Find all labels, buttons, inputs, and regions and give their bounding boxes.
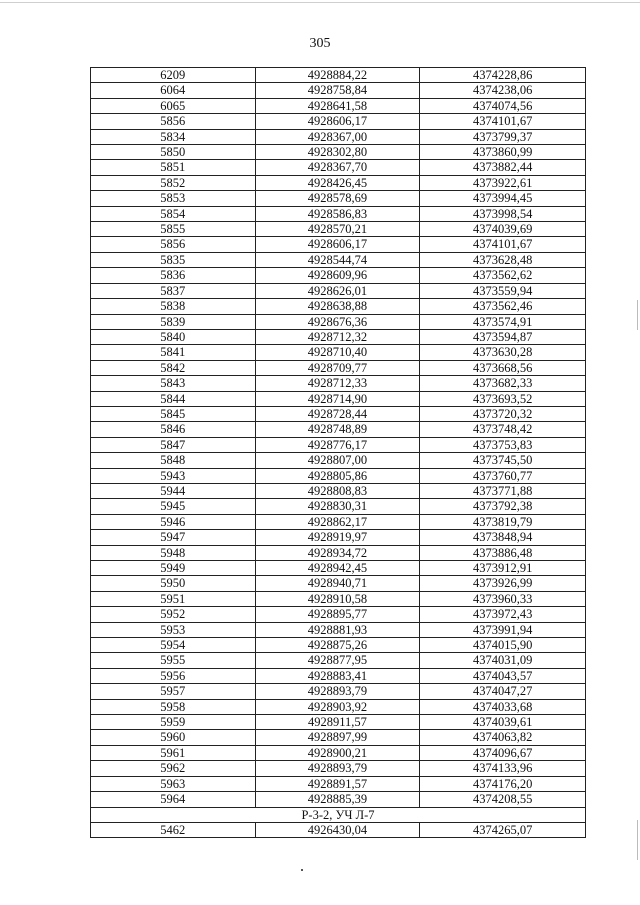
table-row [91,299,586,314]
scan-edge-mark [637,300,638,330]
y-coordinate-cell: 4373748,42 [420,422,586,437]
table-row [91,83,586,98]
x-coordinate-cell: 4928900,21 [255,745,420,760]
point-number-cell: 5842 [91,360,256,375]
point-number-cell: 5838 [91,299,256,314]
table-row [91,268,586,283]
section-heading: Р-3-2, УЧ Л-7 [91,807,586,822]
x-coordinate-cell: 4928426,45 [255,175,420,190]
x-coordinate-cell: 4928895,77 [255,607,420,622]
point-number-cell: 5960 [91,730,256,745]
table-row [91,745,586,760]
x-coordinate-cell: 4928897,99 [255,730,420,745]
x-coordinate-cell: 4928893,79 [255,684,420,699]
x-coordinate-cell: 4928709,77 [255,360,420,375]
y-coordinate-cell: 4374208,55 [420,792,586,807]
y-coordinate-cell: 4374133,96 [420,761,586,776]
point-number-cell: 5853 [91,191,256,206]
x-coordinate-cell: 4928712,33 [255,376,420,391]
y-coordinate-cell: 4373799,37 [420,129,586,144]
y-coordinate-cell: 4374047,27 [420,684,586,699]
x-coordinate-cell: 4928728,44 [255,406,420,421]
point-number-cell: 5847 [91,437,256,452]
point-number-cell: 5855 [91,222,256,237]
x-coordinate-cell: 4928830,31 [255,499,420,514]
point-number-cell: 5856 [91,114,256,129]
table-row [91,237,586,252]
x-coordinate-cell: 4928805,86 [255,468,420,483]
y-coordinate-cell: 4374074,56 [420,98,586,113]
x-coordinate-cell: 4928544,74 [255,252,420,267]
y-coordinate-cell: 4373860,99 [420,145,586,160]
y-coordinate-cell: 4374063,82 [420,730,586,745]
y-coordinate-cell: 4373960,33 [420,591,586,606]
y-coordinate-cell: 4374039,69 [420,222,586,237]
y-coordinate-cell: 4373771,88 [420,483,586,498]
table-row [91,114,586,129]
x-coordinate-cell: 4928609,96 [255,268,420,283]
x-coordinate-cell: 4928934,72 [255,545,420,560]
point-number-cell: 5953 [91,622,256,637]
point-number-cell: 5846 [91,422,256,437]
table-row [91,160,586,175]
x-coordinate-cell: 4928942,45 [255,561,420,576]
y-coordinate-cell: 4373792,38 [420,499,586,514]
x-coordinate-cell: 4928893,79 [255,761,420,776]
x-coordinate-cell: 4928891,57 [255,776,420,791]
point-number-cell: 5843 [91,376,256,391]
y-coordinate-cell: 4373594,87 [420,329,586,344]
table-row [91,191,586,206]
point-number-cell: 5950 [91,576,256,591]
y-coordinate-cell: 4373848,94 [420,530,586,545]
table-row [91,591,586,606]
point-number-cell: 5845 [91,406,256,421]
table-row [91,776,586,791]
x-coordinate-cell: 4928714,90 [255,391,420,406]
y-coordinate-cell: 4373574,91 [420,314,586,329]
point-number-cell: 5839 [91,314,256,329]
y-coordinate-cell: 4373972,43 [420,607,586,622]
y-coordinate-cell: 4373745,50 [420,453,586,468]
y-coordinate-cell: 4373882,44 [420,160,586,175]
y-coordinate-cell: 4374101,67 [420,114,586,129]
point-number-cell: 5841 [91,345,256,360]
x-coordinate-cell: 4928641,58 [255,98,420,113]
y-coordinate-cell: 4373819,79 [420,514,586,529]
x-coordinate-cell: 4928712,32 [255,329,420,344]
point-number-cell: 5963 [91,776,256,791]
point-number-cell: 5834 [91,129,256,144]
table-row [91,129,586,144]
table-row [91,468,586,483]
point-number-cell: 6065 [91,98,256,113]
coordinates-table [90,67,586,838]
x-coordinate-cell: 4928367,00 [255,129,420,144]
point-number-cell: 5964 [91,792,256,807]
point-number-cell: 5957 [91,684,256,699]
table-row [91,483,586,498]
point-number-cell: 5854 [91,206,256,221]
x-coordinate-cell: 4928606,17 [255,114,420,129]
y-coordinate-cell: 4373693,52 [420,391,586,406]
x-coordinate-cell: 4928758,84 [255,83,420,98]
y-coordinate-cell: 4374228,86 [420,68,586,83]
x-coordinate-cell: 4928911,57 [255,715,420,730]
table-row [91,422,586,437]
table-row [91,545,586,560]
page-number: 305 [309,36,331,51]
point-number-cell: 5948 [91,545,256,560]
y-coordinate-cell: 4373682,33 [420,376,586,391]
point-number-cell: 5956 [91,668,256,683]
y-coordinate-cell: 4374043,57 [420,668,586,683]
point-number-cell: 5856 [91,237,256,252]
x-coordinate-cell: 4928776,17 [255,437,420,452]
table-row [91,98,586,113]
point-number-cell: 6209 [91,68,256,83]
x-coordinate-cell: 4926430,04 [255,822,420,837]
table-row [91,653,586,668]
table-row [91,222,586,237]
point-number-cell: 5852 [91,175,256,190]
table-row [91,345,586,360]
y-coordinate-cell: 4374265,07 [420,822,586,837]
x-coordinate-cell: 4928710,40 [255,345,420,360]
point-number-cell: 5850 [91,145,256,160]
point-number-cell: 5958 [91,699,256,714]
table-row [91,406,586,421]
x-coordinate-cell: 4928578,69 [255,191,420,206]
y-coordinate-cell: 4373760,77 [420,468,586,483]
table-row [91,715,586,730]
point-number-cell: 5962 [91,761,256,776]
point-number-cell: 5949 [91,561,256,576]
table-row [91,453,586,468]
table-row [91,561,586,576]
x-coordinate-cell: 4928586,83 [255,206,420,221]
point-number-cell: 5836 [91,268,256,283]
y-coordinate-cell: 4374031,09 [420,653,586,668]
y-coordinate-cell: 4373926,99 [420,576,586,591]
x-coordinate-cell: 4928676,36 [255,314,420,329]
y-coordinate-cell: 4374096,67 [420,745,586,760]
x-coordinate-cell: 4928884,22 [255,68,420,83]
y-coordinate-cell: 4373922,61 [420,175,586,190]
table-row [91,437,586,452]
table-row [91,360,586,375]
y-coordinate-cell: 4373998,54 [420,206,586,221]
point-number-cell: 5945 [91,499,256,514]
point-number-cell: 5961 [91,745,256,760]
x-coordinate-cell: 4928940,71 [255,576,420,591]
x-coordinate-cell: 4928638,88 [255,299,420,314]
table-row [91,514,586,529]
table-row [91,283,586,298]
table-row [91,638,586,653]
table-row [91,607,586,622]
y-coordinate-cell: 4373630,28 [420,345,586,360]
x-coordinate-cell: 4928875,26 [255,638,420,653]
x-coordinate-cell: 4928883,41 [255,668,420,683]
table-row [91,499,586,514]
y-coordinate-cell: 4373753,83 [420,437,586,452]
x-coordinate-cell: 4928808,83 [255,483,420,498]
y-coordinate-cell: 4374033,68 [420,699,586,714]
x-coordinate-cell: 4928919,97 [255,530,420,545]
y-coordinate-cell: 4374101,67 [420,237,586,252]
x-coordinate-cell: 4928903,92 [255,699,420,714]
y-coordinate-cell: 4374176,20 [420,776,586,791]
x-coordinate-cell: 4928570,21 [255,222,420,237]
y-coordinate-cell: 4374238,06 [420,83,586,98]
point-number-cell: 5952 [91,607,256,622]
table-row [91,822,586,837]
point-number-cell: 5462 [91,822,256,837]
x-coordinate-cell: 4928302,80 [255,145,420,160]
y-coordinate-cell: 4373562,62 [420,268,586,283]
y-coordinate-cell: 4374039,61 [420,715,586,730]
point-number-cell: 5848 [91,453,256,468]
table-row [91,530,586,545]
table-row [91,576,586,591]
scan-speck [301,869,303,871]
y-coordinate-cell: 4374015,90 [420,638,586,653]
x-coordinate-cell: 4928862,17 [255,514,420,529]
point-number-cell: 5844 [91,391,256,406]
section-heading-row [91,807,586,822]
y-coordinate-cell: 4373628,48 [420,252,586,267]
table-row [91,699,586,714]
point-number-cell: 5840 [91,329,256,344]
table-row [91,175,586,190]
x-coordinate-cell: 4928877,95 [255,653,420,668]
y-coordinate-cell: 4373720,32 [420,406,586,421]
point-number-cell: 6064 [91,83,256,98]
point-number-cell: 5955 [91,653,256,668]
table-row [91,792,586,807]
table-row [91,684,586,699]
y-coordinate-cell: 4373886,48 [420,545,586,560]
table-row [91,252,586,267]
point-number-cell: 5851 [91,160,256,175]
point-number-cell: 5959 [91,715,256,730]
table-row [91,730,586,745]
y-coordinate-cell: 4373562,46 [420,299,586,314]
point-number-cell: 5943 [91,468,256,483]
point-number-cell: 5954 [91,638,256,653]
table-row [91,68,586,83]
y-coordinate-cell: 4373559,94 [420,283,586,298]
x-coordinate-cell: 4928807,00 [255,453,420,468]
x-coordinate-cell: 4928748,89 [255,422,420,437]
point-number-cell: 5837 [91,283,256,298]
point-number-cell: 5944 [91,483,256,498]
scan-top-edge [0,2,640,3]
table-row [91,761,586,776]
coordinates-table-body [91,68,586,838]
point-number-cell: 5947 [91,530,256,545]
x-coordinate-cell: 4928626,01 [255,283,420,298]
y-coordinate-cell: 4373668,56 [420,360,586,375]
point-number-cell: 5835 [91,252,256,267]
x-coordinate-cell: 4928881,93 [255,622,420,637]
point-number-cell: 5946 [91,514,256,529]
table-row [91,376,586,391]
scan-edge-mark [637,820,638,860]
y-coordinate-cell: 4373991,94 [420,622,586,637]
point-number-cell: 5951 [91,591,256,606]
table-row [91,622,586,637]
y-coordinate-cell: 4373912,91 [420,561,586,576]
x-coordinate-cell: 4928910,58 [255,591,420,606]
table-row [91,391,586,406]
x-coordinate-cell: 4928885,39 [255,792,420,807]
table-row [91,206,586,221]
table-row [91,145,586,160]
table-row [91,668,586,683]
x-coordinate-cell: 4928606,17 [255,237,420,252]
y-coordinate-cell: 4373994,45 [420,191,586,206]
table-row [91,314,586,329]
x-coordinate-cell: 4928367,70 [255,160,420,175]
table-row [91,329,586,344]
